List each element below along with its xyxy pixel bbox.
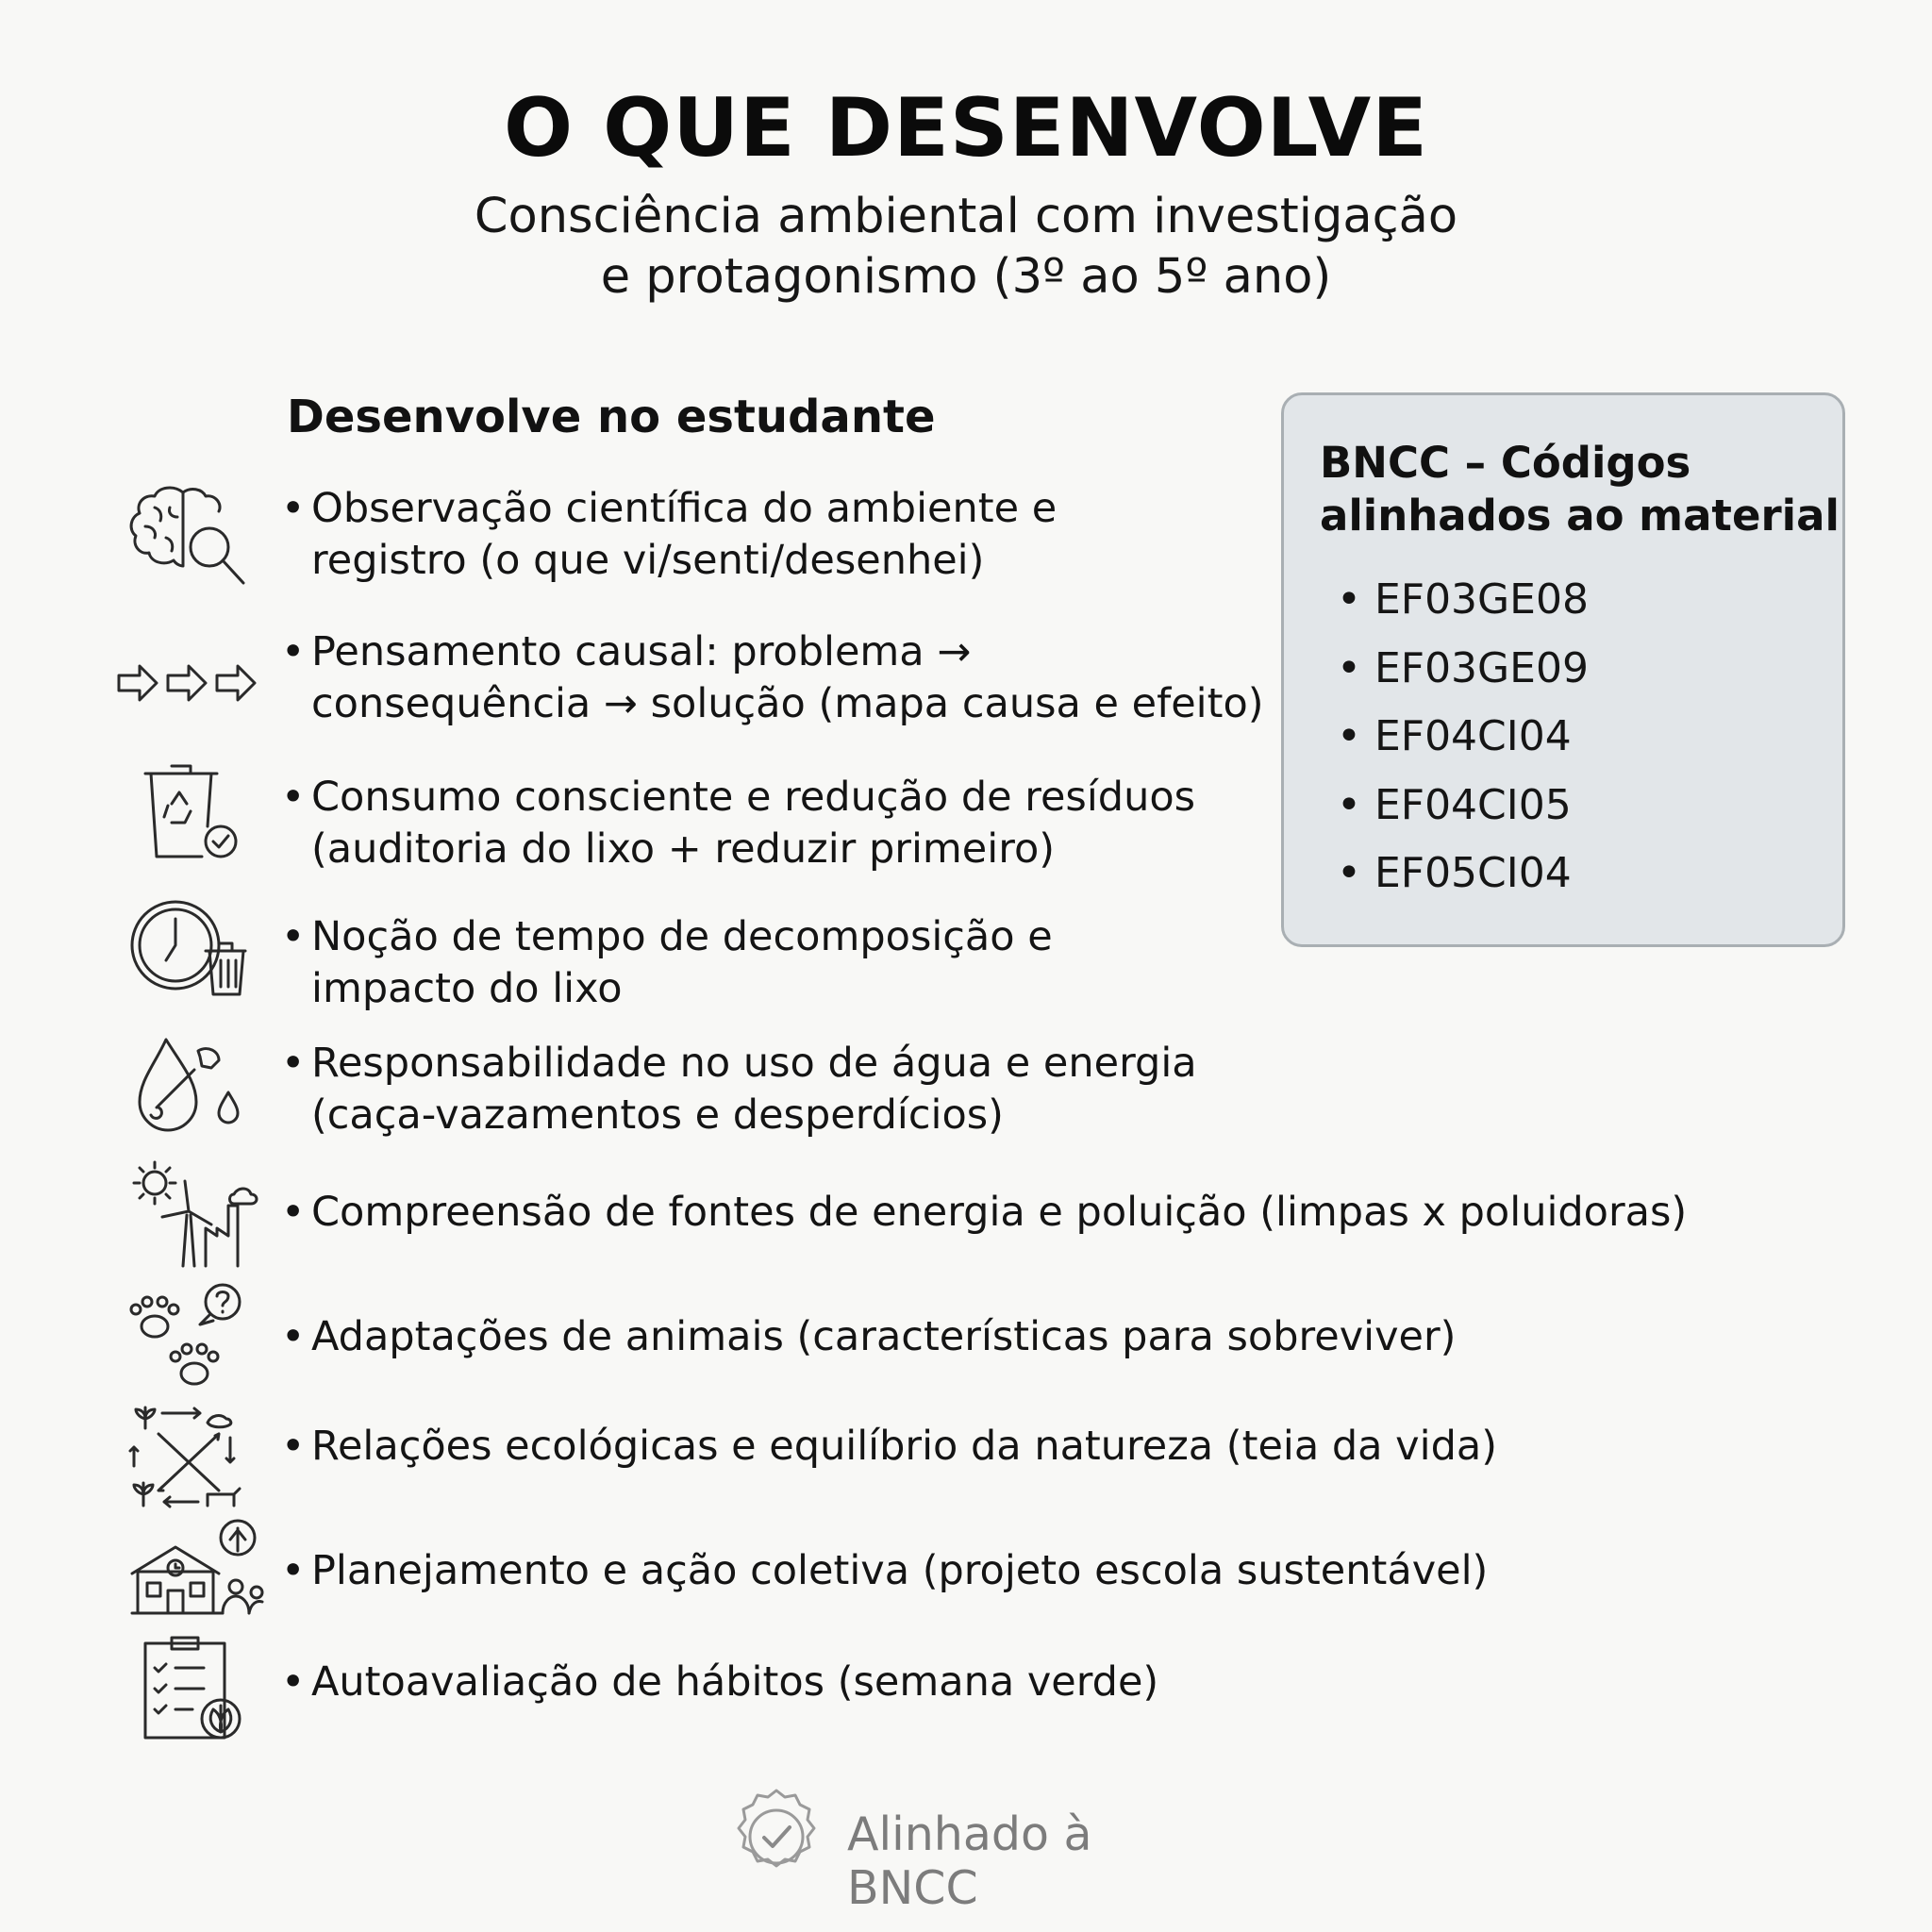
bncc-codes-panel [1281, 392, 1845, 947]
bullet: • [281, 1189, 306, 1236]
item-line: impacto do lixo [311, 965, 623, 1012]
item-line: registro (o que vi/senti/desenhei) [311, 537, 985, 584]
item-line: (auditoria do lixo + reduzir primeiro) [311, 825, 1056, 873]
item-line: Adaptações de animais (características para sobreviver) [311, 1313, 1457, 1360]
bncc-code: • EF04CI04 [1337, 713, 1589, 782]
bncc-code: • EF04CI05 [1337, 782, 1589, 851]
item-line: Relações ecológicas e equilíbrio da natureza (teia da vida) [311, 1423, 1497, 1470]
item-line: Consumo consciente e redução de resíduos [311, 774, 1196, 821]
brain-magnifier-icon [117, 479, 258, 592]
subtitle-line-1: Consciência ambiental com investigação [474, 189, 1458, 244]
bullet: • [281, 1040, 306, 1087]
bullet: • [281, 774, 306, 821]
subtitle-line-2: e protagonismo (3º ao 5º ano) [600, 249, 1332, 305]
sun-wind-factory-icon [121, 1157, 262, 1270]
bncc-title-line-1: BNCC – Códigos [1320, 438, 1691, 488]
item-line: (caça-vazamentos e desperdícios) [311, 1091, 1004, 1139]
bullet: • [281, 1313, 306, 1360]
page-title: O QUE DESENVOLVE [504, 81, 1428, 175]
bncc-code: • EF03GE09 [1337, 645, 1589, 714]
footer-badge [726, 1787, 1217, 1915]
item-line: Observação científica do ambiente e [311, 485, 1058, 532]
check-seal-icon [726, 1787, 826, 1887]
paw-question-icon [117, 1281, 258, 1394]
item-line: Pensamento causal: problema → [311, 628, 972, 675]
clock-trash-icon [117, 891, 258, 1004]
item-line: consequência → solução (mapa causa e efeito) [311, 680, 1264, 727]
bullet: • [281, 485, 306, 532]
bullet: • [281, 1658, 306, 1706]
bncc-title [1320, 437, 1840, 542]
food-web-icon [117, 1400, 258, 1513]
bullet: • [281, 1547, 306, 1594]
page-subtitle [0, 187, 1932, 308]
item-line: Planejamento e ação coletiva (projeto escola sustentável) [311, 1547, 1489, 1594]
item-line: Responsabilidade no uso de água e energia [311, 1040, 1197, 1087]
bullet: • [281, 1423, 306, 1470]
section-heading: Desenvolve no estudante [287, 391, 936, 443]
bncc-code: • EF05CI04 [1337, 850, 1589, 919]
bncc-code: • EF03GE08 [1337, 576, 1589, 645]
item-line: Noção de tempo de decomposição e [311, 913, 1053, 960]
school-people-icon [128, 1515, 270, 1628]
arrows-icon [115, 623, 266, 726]
bullet: • [281, 913, 306, 960]
bncc-code-list [1337, 576, 1589, 919]
bncc-title-line-2: alinhados ao material [1320, 491, 1840, 541]
checklist-leaf-icon [128, 1632, 270, 1745]
recycle-bin-icon [117, 755, 258, 868]
bullet: • [281, 628, 306, 675]
footer-label: Alinhado à BNCC [847, 1807, 1092, 1915]
item-line: Compreensão de fontes de energia e poluição (limpas x poluidoras) [311, 1189, 1688, 1236]
item-line: Autoavaliação de hábitos (semana verde) [311, 1658, 1159, 1706]
water-wrench-icon [117, 1032, 258, 1145]
